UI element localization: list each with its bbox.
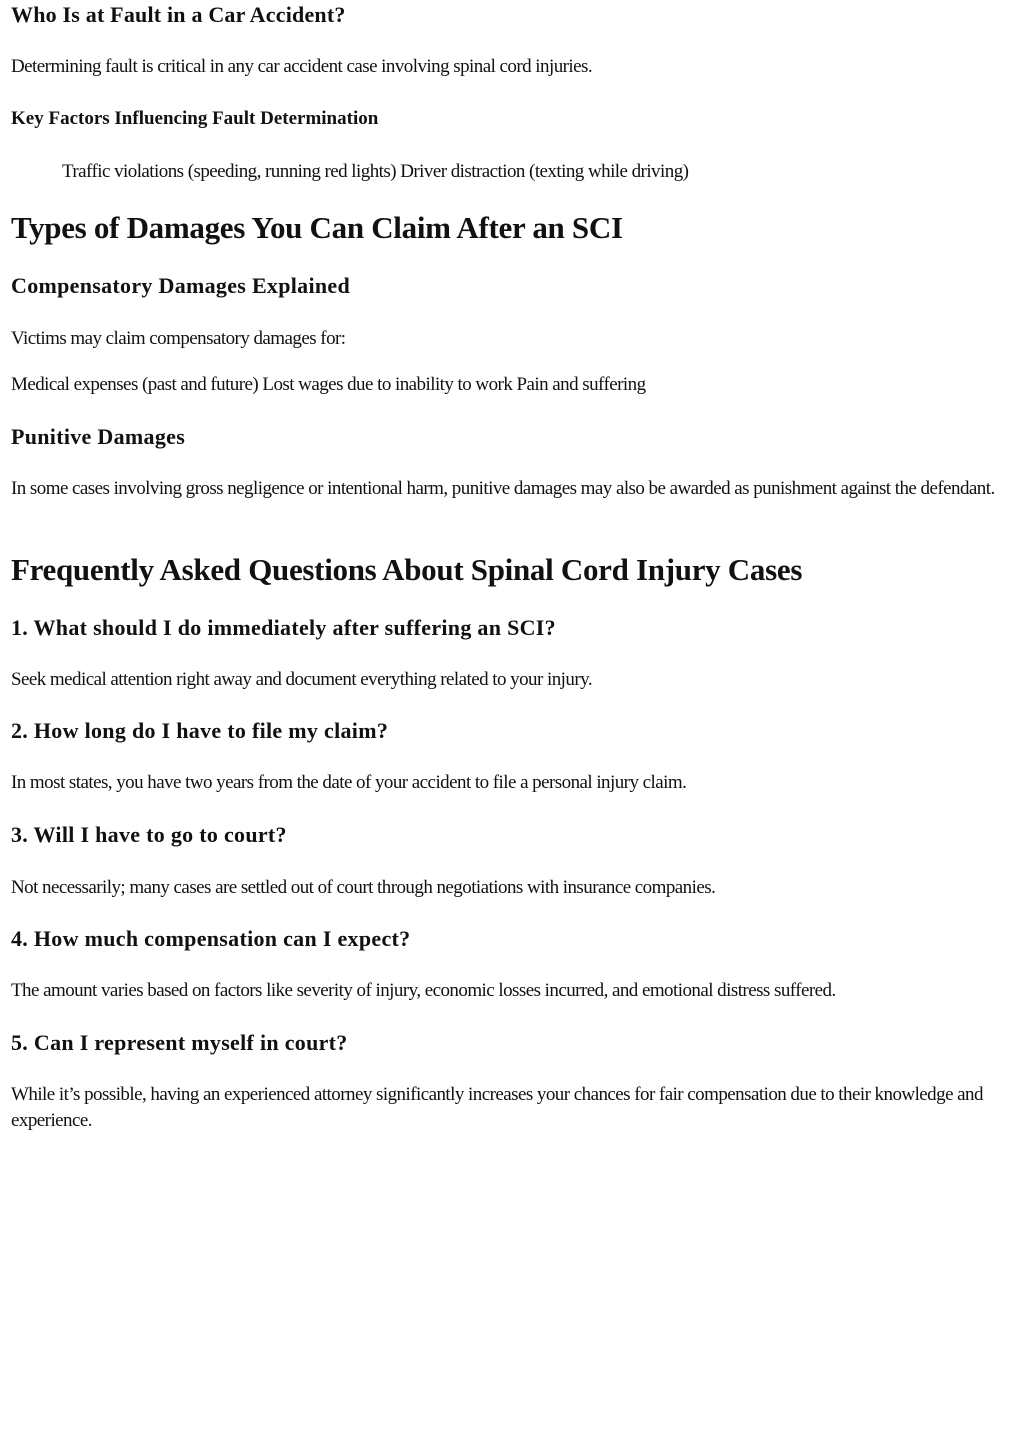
faq-answer-4: The amount varies based on factors like severity of injury, economic losses incurred, and emotional distress suffered. <box>11 980 836 1001</box>
fault-factors-list: Traffic violations (speeding, running red lights) Driver distraction (texting while driving) <box>62 161 689 182</box>
faq-answer-2: In most states, you have two years from the date of your accident to file a personal injury claim. <box>11 772 687 793</box>
compensatory-list: Medical expenses (past and future) Lost wages due to inability to work Pain and suffering <box>11 374 646 395</box>
compensatory-heading: Compensatory Damages Explained <box>11 273 351 298</box>
faq-heading: Frequently Asked Questions About Spinal Cord Injury Cases <box>11 552 803 587</box>
fault-intro: Determining fault is critical in any car accident case involving spinal cord injuries. <box>11 56 593 77</box>
faq-question-4: 4. How much compensation can I expect? <box>11 926 411 951</box>
punitive-text: In some cases involving gross negligence or intentional harm, punitive damages may also be awarded as punishment against the defendant. <box>11 478 995 499</box>
punitive-heading: Punitive Damages <box>11 424 186 449</box>
faq-question-1: 1. What should I do immediately after suffering an SCI? <box>11 615 556 640</box>
faq-answer-5: While it’s possible, having an experienced attorney significantly increases your chances for fair compensation due to their knowledge and experience. <box>11 1084 983 1131</box>
faq-answer-1: Seek medical attention right away and document everything related to your injury. <box>11 669 593 690</box>
damages-heading: Types of Damages You Can Claim After an SCI <box>11 210 623 245</box>
fault-factors-heading: Key Factors Influencing Fault Determination <box>11 108 379 129</box>
faq-question-3: 3. Will I have to go to court? <box>11 822 287 847</box>
faq-question-5: 5. Can I represent myself in court? <box>11 1030 348 1055</box>
faq-answer-3: Not necessarily; many cases are settled out of court through negotiations with insurance companies. <box>11 877 716 898</box>
fault-heading: Who Is at Fault in a Car Accident? <box>11 2 346 27</box>
compensatory-intro: Victims may claim compensatory damages for: <box>11 328 346 349</box>
faq-question-2: 2. How long do I have to file my claim? <box>11 718 389 743</box>
